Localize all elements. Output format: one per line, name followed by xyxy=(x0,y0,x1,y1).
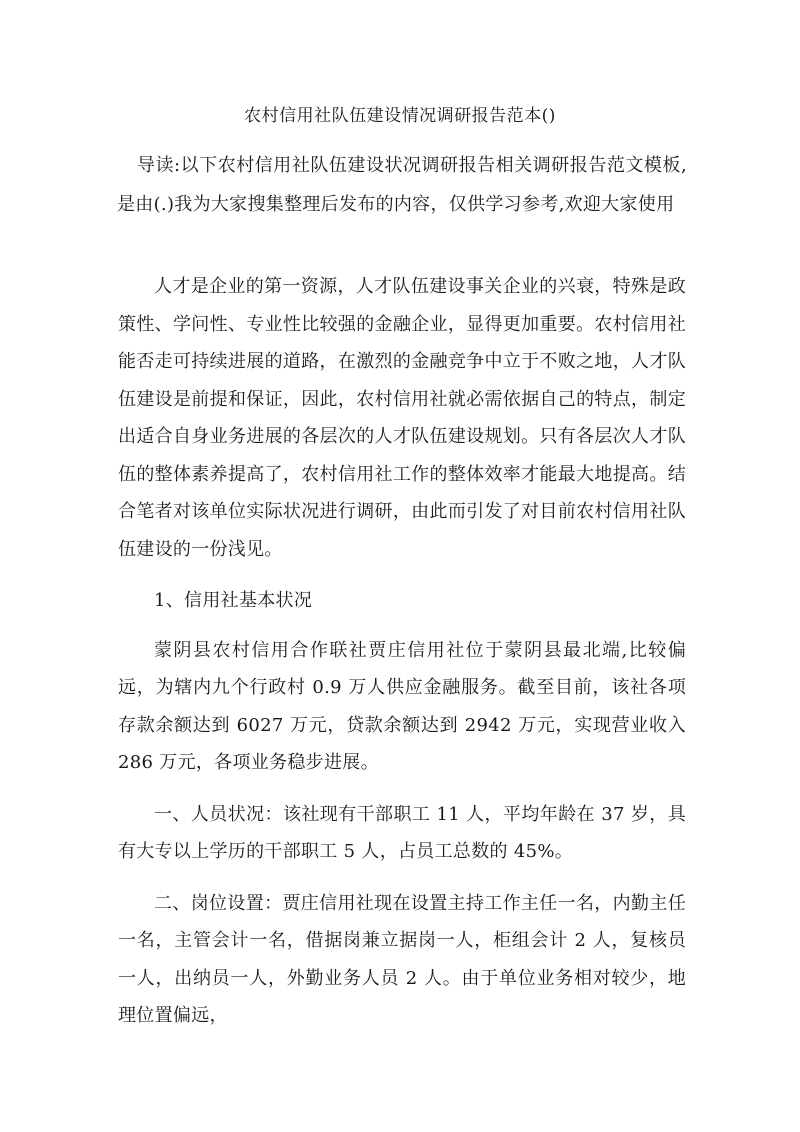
paragraph-branch-overview: 蒙阴县农村信用合作联社贾庄信用社位于蒙阴县最北端,比较偏远，为辖内九个行政村 0.9 万人供应金融服务。截至目前，该社各项存款余额达到 6027 万元，贷款余额达到 2942 万元，实现营业收入 286 万元，各项业务稳步进展。 xyxy=(118,639,686,773)
document-body xyxy=(118,268,686,1049)
intro-paragraph: 导读:以下农村信用社队伍建设状况调研报告相关调研报告范文模板,是由(.)我为大家搜集整理后发布的内容，仅供学习参考,欢迎大家使用 xyxy=(117,155,687,215)
section-heading-basic-status: 1、信用社基本状况 xyxy=(154,590,313,611)
paragraph-talent: 人才是企业的第一资源，人才队伍建设事关企业的兴衰，特殊是政策性、学问性、专业性比较强的金融企业，显得更加重要。农村信用社能否走可持续进展的道路，在激烈的金融竞争中立于不败之地，人才队伍建设是前提和保证，因此，农村信用社就必需依据自己的特点，制定出适合自身业务进展的各层次的人才队伍建设规划。只有各层次人才队伍的整体素养提高了，农村信用社工作的整体效率才能最大地提高。结合笔者对该单位实际状况进行调研，由此而引发了对目前农村信用社队伍建设的一份浅见。 xyxy=(118,276,686,560)
paragraph-positions: 二、岗位设置：贾庄信用社现在设置主持工作主任一名，内勤主任一名，主管会计一名，借据岗兼立据岗一人，柜组会计 2 人，复核员一人，出纳员一人，外勤业务人员 2 人。由于单位业务相对较少，地理位置偏远， xyxy=(118,892,686,1026)
document-title: 农村信用社队伍建设情况调研报告范本() xyxy=(244,106,556,126)
paragraph-personnel: 一、人员状况：该社现有干部职工 11 人，平均年龄在 37 岁，具有大专以上学历的干部职工 5 人，占员工总数的 45%。 xyxy=(118,803,686,862)
